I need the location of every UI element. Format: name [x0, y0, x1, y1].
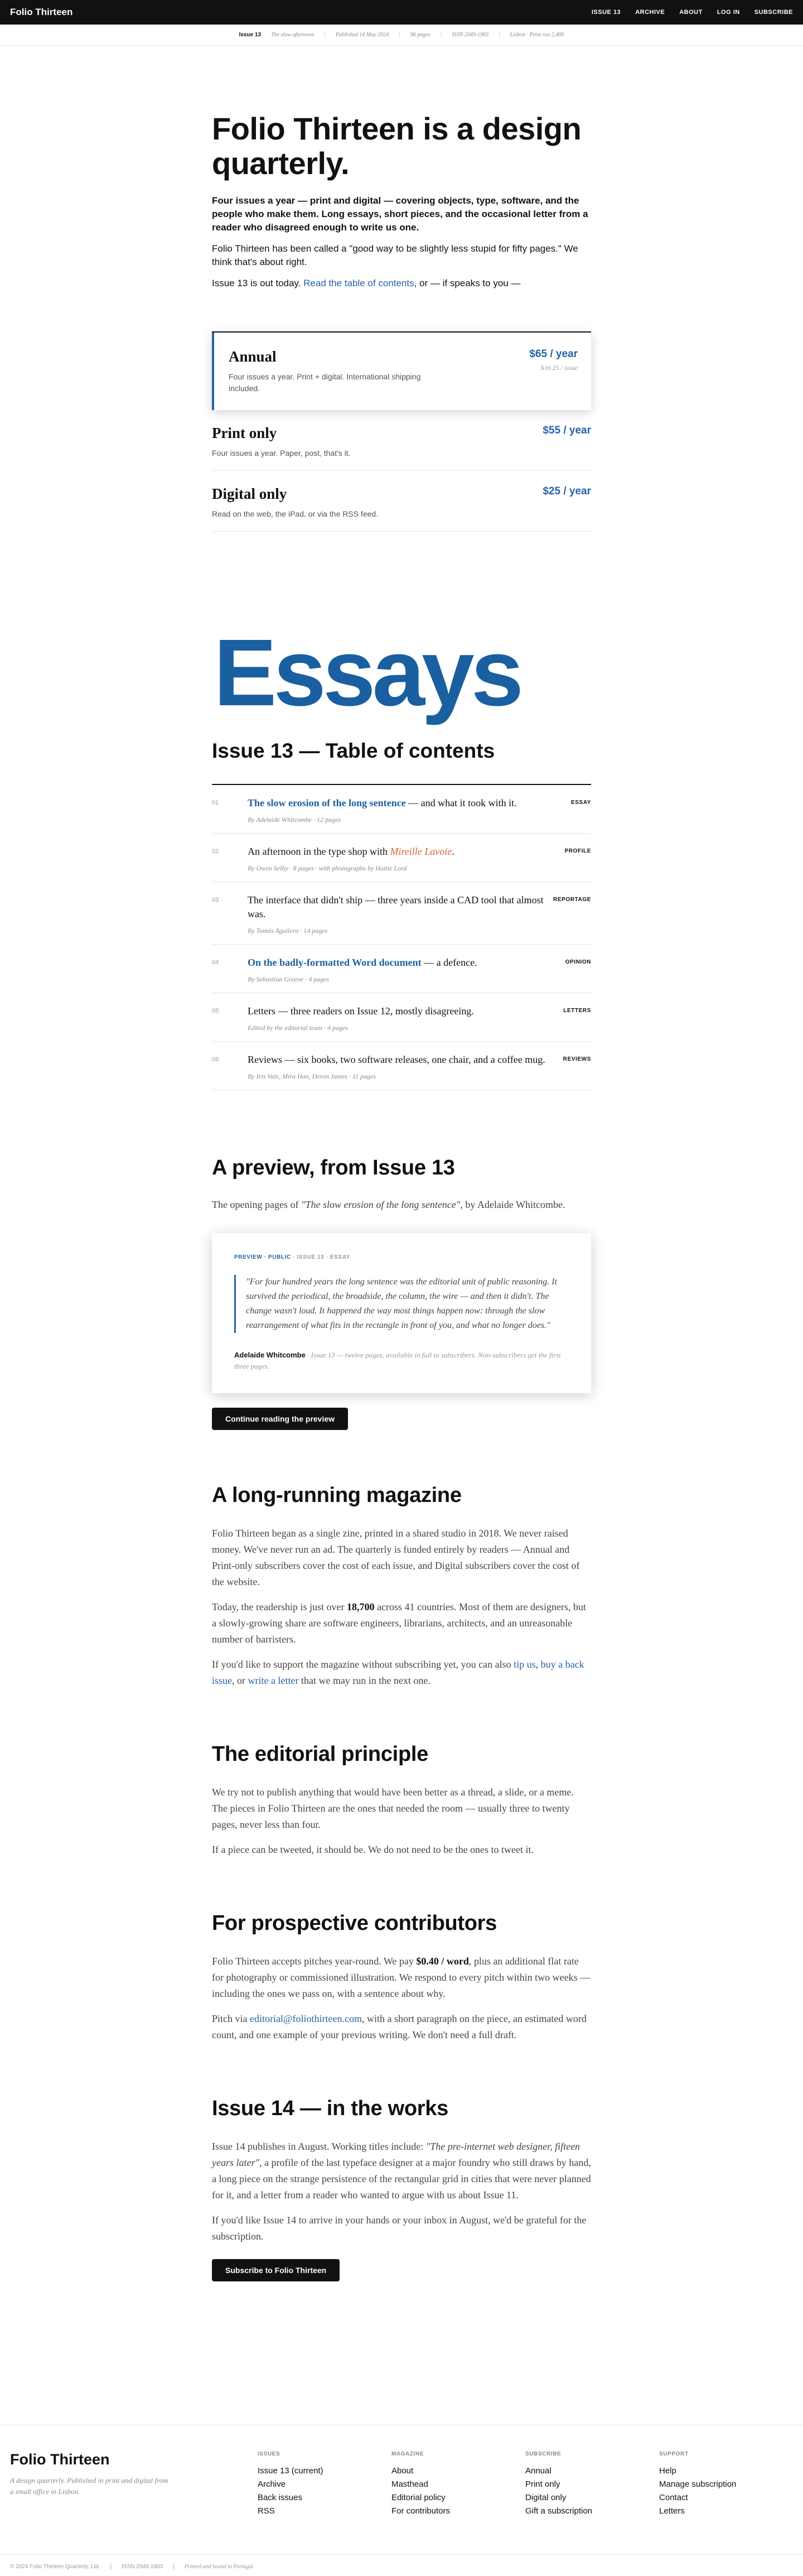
- toc-tag: LETTERS: [563, 1008, 591, 1014]
- long-running-title: A long-running magazine: [212, 1484, 462, 1507]
- strip-tagline: The slow afternoon: [271, 32, 315, 38]
- toc-tag: OPINION: [565, 959, 591, 965]
- contributors-title: For prospective contributors: [212, 1911, 497, 1935]
- plan-price: $55 / year: [543, 425, 591, 436]
- footer-link[interactable]: Manage subscription: [659, 2479, 737, 2489]
- footer-col-support: [659, 2451, 793, 2516]
- strip-published: Published 14 May 2024: [335, 32, 389, 38]
- editorial-p2: If a piece can be tweeted, it should be. We do not need to be the ones to tweet it.: [212, 1844, 534, 1855]
- plan-desc: Four issues a year. Print + digital. International shipping included.: [229, 372, 421, 393]
- plan-digital-only[interactable]: [212, 471, 591, 532]
- footer-col-heading: MAGAZINE: [391, 2451, 424, 2457]
- toc-title-rest: Reviews — six books, two software releases, one chair, and a coffee mug.: [248, 1054, 545, 1065]
- footer-copyright: © 2024 Folio Thirteen Quarterly, Ltd.: [10, 2564, 100, 2570]
- next-issue-section: [212, 2097, 591, 2281]
- long-running-p3: [212, 1657, 591, 1689]
- footer-link[interactable]: Contact: [659, 2493, 688, 2502]
- footer-col-magazine: [391, 2451, 525, 2516]
- hero-out-rest: , or — if speaks to you —: [414, 278, 521, 288]
- preview-tag-label: PREVIEW · PUBLIC: [234, 1254, 291, 1260]
- essays-heading: Essays: [214, 620, 521, 726]
- footer-bottom: [0, 2554, 803, 2570]
- toc-meta: By Owen Selby · 8 pages · with photographs by Hattie Lord: [248, 864, 407, 872]
- footer-link[interactable]: Annual: [525, 2466, 552, 2476]
- footer-description: A design quarterly. Published in print and digital from a small office in Lisbon.: [10, 2476, 168, 2496]
- plan-name: Print only: [212, 425, 277, 441]
- preview-intro-author: , by Adelaide Whitcombe.: [460, 1199, 565, 1210]
- toc-meta: By Iris Vale, Mira Han, Deron James · 11 pages: [248, 1072, 376, 1080]
- preview-quote: "For four hundred years the long sentence was the editorial unit of public reasoning. It survived the periodical, the broadside, the column, the wire — and then it didn't. The change wasn't loud. It happened the way most things happen now: through the slow rearrangement of what fits in the rectangle in front of you, and what no longer does.": [234, 1275, 569, 1333]
- toc-title-rest: — a defence.: [421, 957, 477, 968]
- support-rest: that we may run in the next one.: [298, 1675, 430, 1686]
- footer-brand[interactable]: Folio Thirteen: [10, 2451, 110, 2468]
- toc-title-rest: — and what it took with it.: [405, 797, 517, 808]
- toc-item[interactable]: [212, 1042, 591, 1090]
- next-issue-p2: If you'd like Issue 14 to arrive in your hands or your inbox in August, we'd be grateful for the subscription.: [212, 2214, 587, 2242]
- toc-tag: PROFILE: [564, 848, 591, 854]
- strip-divider: |: [499, 32, 500, 38]
- preview-footer: [234, 1350, 569, 1372]
- preview-intro-text: The opening pages of: [212, 1199, 301, 1210]
- pitch-via-text: Pitch via: [212, 2013, 250, 2024]
- toc-title-rest: The interface that didn't ship — three years inside a CAD tool that almost was.: [248, 894, 544, 919]
- plan-name: Annual: [229, 348, 277, 365]
- toc-title-rest: Letters — three readers on Issue 12, mostly disagreeing.: [248, 1005, 474, 1017]
- plan-print-only[interactable]: [212, 410, 591, 471]
- footer-link[interactable]: Archive: [257, 2479, 286, 2489]
- footer-link[interactable]: Gift a subscription: [525, 2506, 593, 2516]
- preview-card: [212, 1233, 591, 1393]
- toc-item[interactable]: [212, 834, 591, 882]
- pricing-plans: [212, 331, 591, 532]
- toc-meta: Edited by the editorial team · 4 pages: [248, 1024, 348, 1032]
- plan-desc: Read on the web, the iPad, or via the RSS feed.: [212, 509, 379, 518]
- subscribe-button[interactable]: Subscribe to Folio Thirteen: [212, 2259, 340, 2281]
- footer-col-heading: SUPPORT: [659, 2451, 689, 2457]
- toc-item[interactable]: [212, 945, 591, 993]
- next-issue-p1: [212, 2139, 591, 2203]
- toc-title-rest: An afternoon in the type shop with: [248, 846, 390, 857]
- readership-text: Today, the readership is just over: [212, 1601, 347, 1612]
- footer-link[interactable]: RSS: [257, 2506, 275, 2516]
- plan-price: $25 / year: [543, 485, 591, 497]
- support-sep: ,: [535, 1659, 541, 1670]
- toc-number: 03: [212, 897, 219, 903]
- top-bar: [0, 0, 803, 25]
- strip-divider: |: [399, 32, 400, 38]
- toc-number: 02: [212, 848, 219, 855]
- editorial-p1: We try not to publish anything that would have been better as a thread, a slide, or a meme. The pieces in Folio Thirteen are the ones that needed the room — usually three to twenty pages, never less than four.: [212, 1787, 574, 1830]
- editorial-section: [212, 1742, 591, 1858]
- nav-archive[interactable]: ARCHIVE: [635, 9, 665, 16]
- strip-divider: |: [324, 32, 326, 38]
- contributors-section: [212, 1911, 591, 2043]
- footer-col-issues: [258, 2451, 391, 2516]
- toc-tag: ESSAY: [571, 800, 591, 806]
- toc-meta: By Adelaide Whitcombe · 12 pages: [248, 816, 341, 824]
- preview-intro: [212, 1197, 591, 1213]
- readership-count: 18,700: [347, 1601, 375, 1612]
- next-issue-text: Issue 14 publishes in August. Working titles include:: [212, 2141, 426, 2152]
- toc-number: 04: [212, 959, 219, 966]
- toc-item[interactable]: [212, 882, 591, 945]
- site-footer: [0, 2425, 803, 2570]
- tip-us-link[interactable]: tip us: [514, 1659, 536, 1670]
- plan-price: $65 / year: [529, 348, 578, 360]
- editorial-title: The editorial principle: [212, 1742, 428, 1766]
- toc-meta: By Sebastian Greene · 4 pages: [248, 975, 330, 983]
- toc-list: [212, 784, 591, 1090]
- toc-item[interactable]: [212, 993, 591, 1042]
- nav-about[interactable]: ABOUT: [679, 9, 703, 16]
- hero-quote: Folio Thirteen has been called a "good way to be slightly less stupid for fifty pages." We think that's about right.: [212, 243, 578, 267]
- footer-divider: |: [110, 2564, 112, 2570]
- editorial-email-link[interactable]: editorial@foliothirteen.com: [250, 2013, 362, 2024]
- footer-divider: |: [173, 2564, 175, 2570]
- footer-col-heading: ISSUES: [257, 2451, 280, 2457]
- toc-number: 01: [212, 800, 219, 806]
- strip-place: Lisbon · Print run 2,400: [510, 32, 564, 38]
- toc-link-title[interactable]: On the badly-formatted Word document: [248, 957, 422, 968]
- footer-link[interactable]: About: [391, 2466, 414, 2476]
- nav-subscribe[interactable]: SUBSCRIBE: [754, 9, 793, 16]
- plan-annual[interactable]: [212, 333, 591, 410]
- footer-link[interactable]: Back issues: [257, 2493, 302, 2502]
- back-issue-link[interactable]: buy a back issue: [212, 1659, 584, 1686]
- pay-rate: $0.40 / word: [416, 1956, 469, 1967]
- toc-title-after: .: [452, 846, 454, 857]
- footer-link[interactable]: Letters: [659, 2506, 685, 2516]
- preview-tag: [234, 1254, 569, 1260]
- toc-link-title[interactable]: The slow erosion of the long sentence: [248, 797, 406, 808]
- footer-printed: Printed and bound in Portugal: [184, 2564, 254, 2570]
- toc-link[interactable]: Read the table of contents: [303, 278, 414, 288]
- nav-issue-13[interactable]: ISSUE 13: [591, 9, 621, 16]
- next-issue-title: Issue 14 — in the works: [212, 2097, 448, 2120]
- hero-title: Folio Thirteen is a design quarterly.: [212, 111, 582, 181]
- hero-lead: Four issues a year — print and digital — covering objects, type, software, and the people who make them. Long essays, short pieces, and the occasional letter from a reader who disagreed enough to write us one.: [212, 195, 588, 233]
- footer-link[interactable]: Editorial policy: [391, 2493, 446, 2502]
- issue-strip: [0, 25, 803, 46]
- long-running-p2: [212, 1599, 591, 1648]
- plan-desc: Four issues a year. Paper, post, that's it.: [212, 449, 351, 458]
- site-brand[interactable]: Folio Thirteen: [10, 7, 73, 17]
- preview-author-meta: · Issue 13 — twelve pages, available in full to subscribers. Non-subscribers get the first three pages.: [234, 1351, 561, 1370]
- pitch-via-rest: , with a short paragraph on the piece, an estimated word count, and one example of your previous writing. We don't need a full draft.: [212, 2013, 587, 2040]
- preview-tag-meta: · ISSUE 13 · ESSAY: [293, 1254, 350, 1260]
- hero-out-text: Issue 13 is out today.: [212, 278, 304, 288]
- support-sep: , or: [232, 1675, 248, 1686]
- continue-reading-button[interactable]: Continue reading the preview: [212, 1408, 348, 1430]
- toc-meta: By Tomás Aguilera · 14 pages: [248, 927, 328, 935]
- toc-item[interactable]: [212, 785, 591, 834]
- footer-link[interactable]: For contributors: [391, 2506, 450, 2516]
- toc-highlight: Mireille Lavoie: [390, 846, 452, 857]
- pitch-text: Folio Thirteen accepts pitches year-round. We pay: [212, 1956, 417, 1967]
- footer-link[interactable]: Issue 13 (current): [257, 2466, 323, 2476]
- plan-sub: $16.25 / issue: [540, 364, 578, 372]
- toc-number: 06: [212, 1056, 219, 1063]
- strip-issue: Issue 13: [239, 32, 262, 38]
- hero-out-today: [212, 277, 591, 290]
- long-running-section: [212, 1484, 591, 1689]
- next-issue-working-title: "The pre-internet web designer, fifteen years later": [212, 2141, 581, 2168]
- support-text: If you'd like to support the magazine without subscribing yet, you can also: [212, 1659, 514, 1670]
- footer-issn: ISSN 2049-1903: [122, 2564, 163, 2570]
- contributors-p2: [212, 2011, 591, 2043]
- footer-link[interactable]: Help: [659, 2466, 676, 2476]
- preview-title: A preview, from Issue 13: [212, 1156, 455, 1179]
- long-running-p1: Folio Thirteen began as a single zine, printed in a shared studio in 2018. We never raised money. We've never run an ad. The quarterly is funded entirely by readers — Annual and Print-only subscribers cover the cost of each issue, and Digital subscribers cover the cost of the website.: [212, 1528, 580, 1587]
- preview-author: Adelaide Whitcombe: [234, 1351, 306, 1359]
- footer-link[interactable]: Print only: [525, 2479, 560, 2489]
- toc-section: [212, 739, 591, 2281]
- footer-col-subscribe: [525, 2451, 659, 2516]
- nav-log-in[interactable]: LOG IN: [717, 9, 740, 16]
- footer-link[interactable]: Masthead: [391, 2479, 428, 2489]
- strip-issn: ISSN 2049-1903: [452, 32, 489, 38]
- toc-title: Issue 13 — Table of contents: [212, 739, 495, 762]
- write-letter-link[interactable]: write a letter: [248, 1675, 299, 1686]
- toc-tag: REPORTAGE: [553, 897, 591, 903]
- strip-pages: 96 pages: [410, 32, 430, 38]
- pitch-rest: , plus an additional flat rate for photography or commissioned illustration. We respond to every pitch within two weeks — including the ones we pass on, with a sentence about why.: [212, 1956, 591, 1999]
- strip-divider: |: [440, 32, 442, 38]
- toc-tag: REVIEWS: [563, 1056, 591, 1062]
- toc-number: 05: [212, 1008, 219, 1014]
- contributors-p1: [212, 1953, 591, 2002]
- preview-intro-title: "The slow erosion of the long sentence": [301, 1199, 461, 1210]
- readership-rest: across 41 countries. Most of them are designers, but a slowly-growing share are software engineers, librarians, architects, and an unreasonable number of barristers.: [212, 1601, 586, 1645]
- footer-col-heading: SUBSCRIBE: [525, 2451, 562, 2457]
- footer-link[interactable]: Digital only: [525, 2493, 567, 2502]
- hero: [212, 46, 591, 532]
- next-issue-rest: , a profile of the last typeface designer at a major foundry who still draws by hand, a long piece on the strange persistence of the rectangular grid in cities that were never planned for it, and a letter from a reader who wanted to argue with us about Issue 11.: [212, 2157, 591, 2201]
- plan-name: Digital only: [212, 485, 287, 502]
- main-nav: [592, 9, 793, 16]
